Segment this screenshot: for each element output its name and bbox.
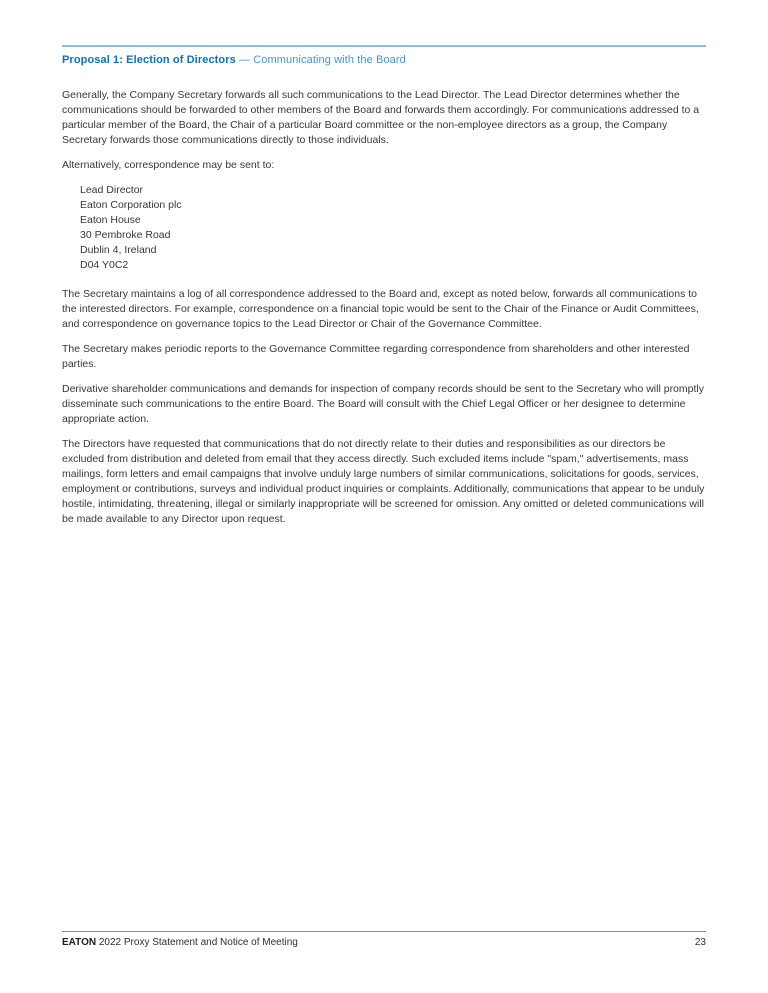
section-subtitle: Communicating with the Board: [253, 54, 406, 66]
address-line-postcode: D04 Y0C2: [80, 259, 129, 271]
body-copy: [62, 88, 706, 527]
paragraph-secretary-log: The Secretary maintains a log of all correspondence addressed to the Board and, except as noted below, forwards all communications to the interested directors. For example, correspondence on a financial topic would be sent to the Chair of the Finance or Audit Committees, and correspondence on governance topics to the Lead Director or Chair of the Governance Committee.: [62, 288, 699, 330]
footer-brand: EATON: [62, 937, 97, 948]
paragraph-address-intro: Alternatively, correspondence may be sent to:: [62, 159, 275, 171]
paragraph-derivative-communications: Derivative shareholder communications and demands for inspection of company records should be sent to the Secretary who will promptly disseminate such communications to the entire Board. The Board will consult with the Chief Legal Officer or her designee to determine appropriate action.: [62, 383, 704, 425]
page-content: [62, 0, 706, 537]
address-line-city: Dublin 4, Ireland: [80, 244, 157, 256]
address-block: [80, 183, 706, 273]
footer-left: [62, 937, 298, 949]
paragraph-general-forwarding: Generally, the Company Secretary forwards all such communications to the Lead Director. The Lead Director determines whether the communications should be forwarded to other members of the Board and forwards them accordingly. For communications addressed to a particular member of the Board, the Chair of a particular Board committee or the non-employee directors as a group, the Company Secretary forwards those communications directly to those individuals.: [62, 89, 700, 146]
address-line-building: Eaton House: [80, 214, 141, 226]
address-line-recipient: Lead Director: [80, 184, 144, 196]
paragraph-periodic-reports: The Secretary makes periodic reports to the Governance Committee regarding correspondence from shareholders and other interested parties.: [62, 343, 690, 370]
paragraph-excluded-items: The Directors have requested that communications that do not directly relate to their duties and responsibilities as our directors be excluded from distribution and deleted from email that they access directly. Such excluded items include "spam," advertisements, mass mailings, form letters and email campaigns that involve unduly large numbers of similar communications, solicitations for goods, services, employment or contributions, surveys and individual product inquiries or complaints. Additionally, communications that appear to be unduly hostile, intimidating, threatening, illegal or similarly inappropriate will be screened for omission. Any omitted or deleted communications will be made available to any Director upon request.: [62, 438, 705, 525]
footer-page-number: 23: [694, 937, 706, 948]
footer-row: [62, 937, 706, 949]
header-rule: [62, 45, 706, 47]
page-footer: [62, 931, 706, 949]
footer-rule: [62, 931, 706, 932]
section-header: [62, 54, 706, 67]
proposal-title: Proposal 1: Election of Directors: [62, 54, 236, 66]
footer-document-title: 2022 Proxy Statement and Notice of Meeting: [98, 937, 298, 948]
address-line-company: Eaton Corporation plc: [80, 199, 182, 211]
title-separator: —: [239, 54, 251, 66]
address-line-street: 30 Pembroke Road: [80, 229, 171, 241]
